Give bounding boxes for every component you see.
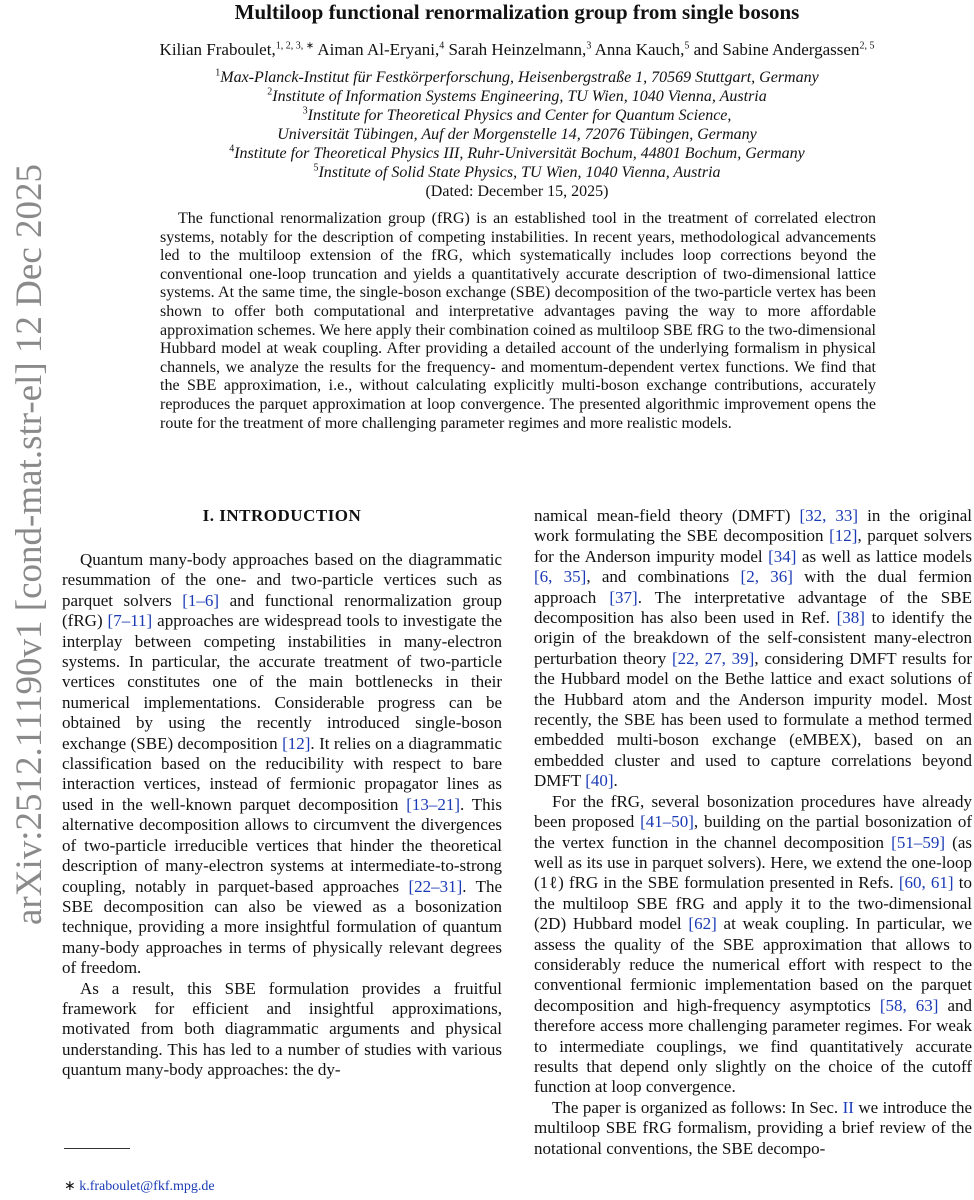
affiliation-text: Institute for Theoretical Physics and Center for Quantum Science,: [307, 107, 732, 124]
citation-link[interactable]: [22, 27, 39]: [672, 648, 755, 668]
affiliation-text: Institute of Information Systems Engineering, TU Wien, 1040 Vienna, Austria: [272, 88, 767, 105]
date-line: (Dated: December 15, 2025): [425, 183, 609, 200]
author-name: and Sabine Andergassen: [693, 40, 860, 59]
affiliation-line: [60, 106, 974, 125]
citation-link[interactable]: [6, 35]: [534, 567, 587, 587]
citation-link[interactable]: [2, 36]: [740, 567, 793, 587]
left-column: [62, 550, 502, 1081]
affiliation-number: 5: [313, 162, 319, 174]
author-affiliation-marker: 2, 5: [859, 40, 875, 52]
affiliation-number: 3: [302, 105, 308, 117]
paragraph: For the fRG, several bosonization procedures have already been proposed [41–50], building on the partial bosonization of the vertex function in the channel decomposition [51–59] (as well as its use in parquet solvers). Here, we extend the one-loop (1ℓ) fRG in the SBE formulation presented in Refs. [60, 61] to the multiloop SBE fRG and apply it to the two-dimensional (2D) Hubbard model [62] at weak coupling. In particular, we assess the quality of the SBE approximation that allows to considerably reduce the numerical effort with respect to the conventional fermionic implementation based on the parquet decomposition and high-frequency asymptotics [58, 63] and therefore access more challenging parameter regimes. For weak to intermediate couplings, we find quantitatively accurate results that depend only slightly on the choice of the cutoff function at loop convergence.: [534, 791, 973, 1097]
affiliation-line: [60, 125, 974, 144]
footnote-rule: [64, 1148, 130, 1149]
affiliation-line: [60, 144, 974, 163]
footnote: [64, 1178, 215, 1195]
citation-link[interactable]: [37]: [609, 587, 638, 607]
citation-link[interactable]: [34]: [768, 546, 797, 566]
author-name: Anna Kauch,: [594, 40, 685, 59]
citation-link[interactable]: [1–6]: [182, 590, 220, 610]
affiliation-text: Universität Tübingen, Auf der Morgenstelle 14, 72076 Tübingen, Germany: [277, 126, 757, 143]
author-name: Sarah Heinzelmann,: [448, 40, 587, 59]
citation-link[interactable]: [60, 61]: [898, 873, 954, 893]
citation-link[interactable]: [51–59]: [891, 832, 945, 852]
author-affiliation-marker: 3: [586, 40, 592, 52]
author-name: Kilian Fraboulet,: [159, 40, 276, 59]
paragraph: Quantum many-body approaches based on the diagrammatic resummation of the one- and two-particle vertices such as parquet solvers [1–6] and functional renormalization group (fRG) [7–11] approaches are widespread tools to investigate the interplay between competing instabilities in many-electron systems. In particular, the accurate treatment of two-particle vertices constitutes one of the main bottlenecks in their numerical implementations. Considerable progress can be obtained by using the recently introduced single-boson exchange (SBE) decomposition [12]. It relies on a diagrammatic classification based on the reducibility with respect to bare interaction vertices, instead of fermionic propagator lines as used in the well-known parquet decomposition [13–21]. This alternative decomposition allows to circumvent the divergences of two-particle irreducible vertices that hinder the theoretical description of many-electron systems at intermediate-to-strong coupling, notably in parquet-based approaches [22–31]. The SBE decomposition can also be viewed as a bosonization technique, providing a more insightful formulation of quantum many-body approaches in terms of physically relevant degrees of freedom.: [62, 550, 503, 978]
citation-link[interactable]: [22–31]: [408, 876, 463, 896]
author-list: [60, 40, 974, 60]
citation-link[interactable]: [41–50]: [640, 812, 694, 832]
citation-link[interactable]: [62]: [688, 914, 717, 934]
paragraph: As a result, this SBE formulation provides a fruitful framework for efficient and insightful approximations, motivated from both diagrammatic arguments and physical understanding. This has led to a number of studies with various quantum many-body approaches: the dy-: [62, 978, 502, 1080]
citation-link[interactable]: [58, 63]: [879, 995, 939, 1015]
email-link[interactable]: k.fraboulet@fkf.mpg.de: [79, 1179, 215, 1194]
author-name: Aiman Al-Eryani,: [317, 40, 440, 59]
affiliation-text: Institute of Solid State Physics, TU Wien, 1040 Vienna, Austria: [318, 164, 721, 181]
footnote-marker: ∗: [64, 1179, 76, 1194]
affiliation-number: 1: [215, 67, 221, 79]
affiliation-line: [60, 87, 974, 106]
citation-link[interactable]: [38]: [836, 608, 865, 628]
affiliation-text: Max-Planck-Institut für Festkörperforschung, Heisenbergstraße 1, 70569 Stuttgart, Germany: [220, 69, 819, 86]
right-column: [534, 506, 972, 1159]
citation-link[interactable]: [13–21]: [406, 794, 461, 814]
citation-link[interactable]: [7–11]: [107, 611, 153, 631]
paper-title: Multiloop functional renormalization group from single bosons: [234, 0, 800, 24]
author-affiliation-marker: 4: [439, 40, 445, 52]
affiliation-line: [60, 68, 974, 87]
citation-link[interactable]: [12]: [282, 733, 311, 753]
author-affiliation-marker: 5: [684, 40, 690, 52]
paragraph: The paper is organized as follows: In Sec. II we introduce the multiloop SBE fRG formalism, providing a brief review of the notational conventions, the SBE decompo-: [534, 1097, 973, 1158]
citation-link[interactable]: [12]: [829, 526, 858, 546]
affiliation-line: [60, 163, 974, 182]
affiliation-number: 2: [267, 86, 273, 98]
citation-link[interactable]: [32, 33]: [799, 506, 859, 525]
section-heading: I. INTRODUCTION: [202, 506, 362, 525]
arxiv-identifier: arXiv:2512.11190v1 [cond-mat.str-el] 12 Dec 2025: [9, 164, 50, 925]
author-affiliation-marker: 1, 2, 3, ∗: [275, 40, 315, 52]
abstract: The functional renormalization group (fRG) is an established tool in the treatment of correlated electron systems, notably for the description of competing instabilities. In recent years, methodological advancements led to the multiloop extension of the fRG, which systematically includes loop corrections beyond the conventional one-loop truncation and yields a quantitatively accurate description of two-dimensional lattice systems. At the same time, the single-boson exchange (SBE) decomposition of the two-particle vertex has been shown to offer both computational and interpretative advantages paving the way to more affordable approximation schemes. We here apply their combination coined as multiloop SBE fRG to the two-dimensional Hubbard model at weak coupling. After providing a detailed account of the underlying formalism in physical channels, we analyze the results for the frequency- and momentum-dependent vertex functions. We find that the SBE approximation, i.e., without calculating explicitly multi-boson exchange contributions, accurately reproduces the parquet approximation at loop convergence. The presented algorithmic improvement opens the route for the treatment of more challenging parameter regimes and more realistic models.: [160, 210, 876, 432]
paragraph: namical mean-field theory (DMFT) [32, 33] in the original work formulating the SBE decomposition [12], parquet solvers for the Anderson impurity model [34] as well as lattice models [6, 35], and combinations [2, 36] with the dual fermion approach [37]. The interpretative advantage of the SBE decomposition has also been used in Ref. [38] to identify the origin of the breakdown of the self-consistent many-electron perturbation theory [22, 27, 39], considering DMFT results for the Hubbard model on the Bethe lattice and exact solutions of the Hubbard atom and the Anderson impurity model. Most recently, the SBE has been used to formulate a method termed embedded multi-boson exchange (eMBEX), based on an embedded cluster and used to capture correlations beyond DMFT [40].: [534, 506, 972, 791]
affiliation-number: 4: [229, 143, 235, 155]
affiliations: [60, 68, 974, 201]
citation-link[interactable]: II: [842, 1097, 854, 1117]
citation-link[interactable]: [40]: [585, 771, 614, 791]
affiliation-text: Institute for Theoretical Physics III, Ruhr-Universität Bochum, 44801 Bochum, Germany: [234, 145, 805, 162]
